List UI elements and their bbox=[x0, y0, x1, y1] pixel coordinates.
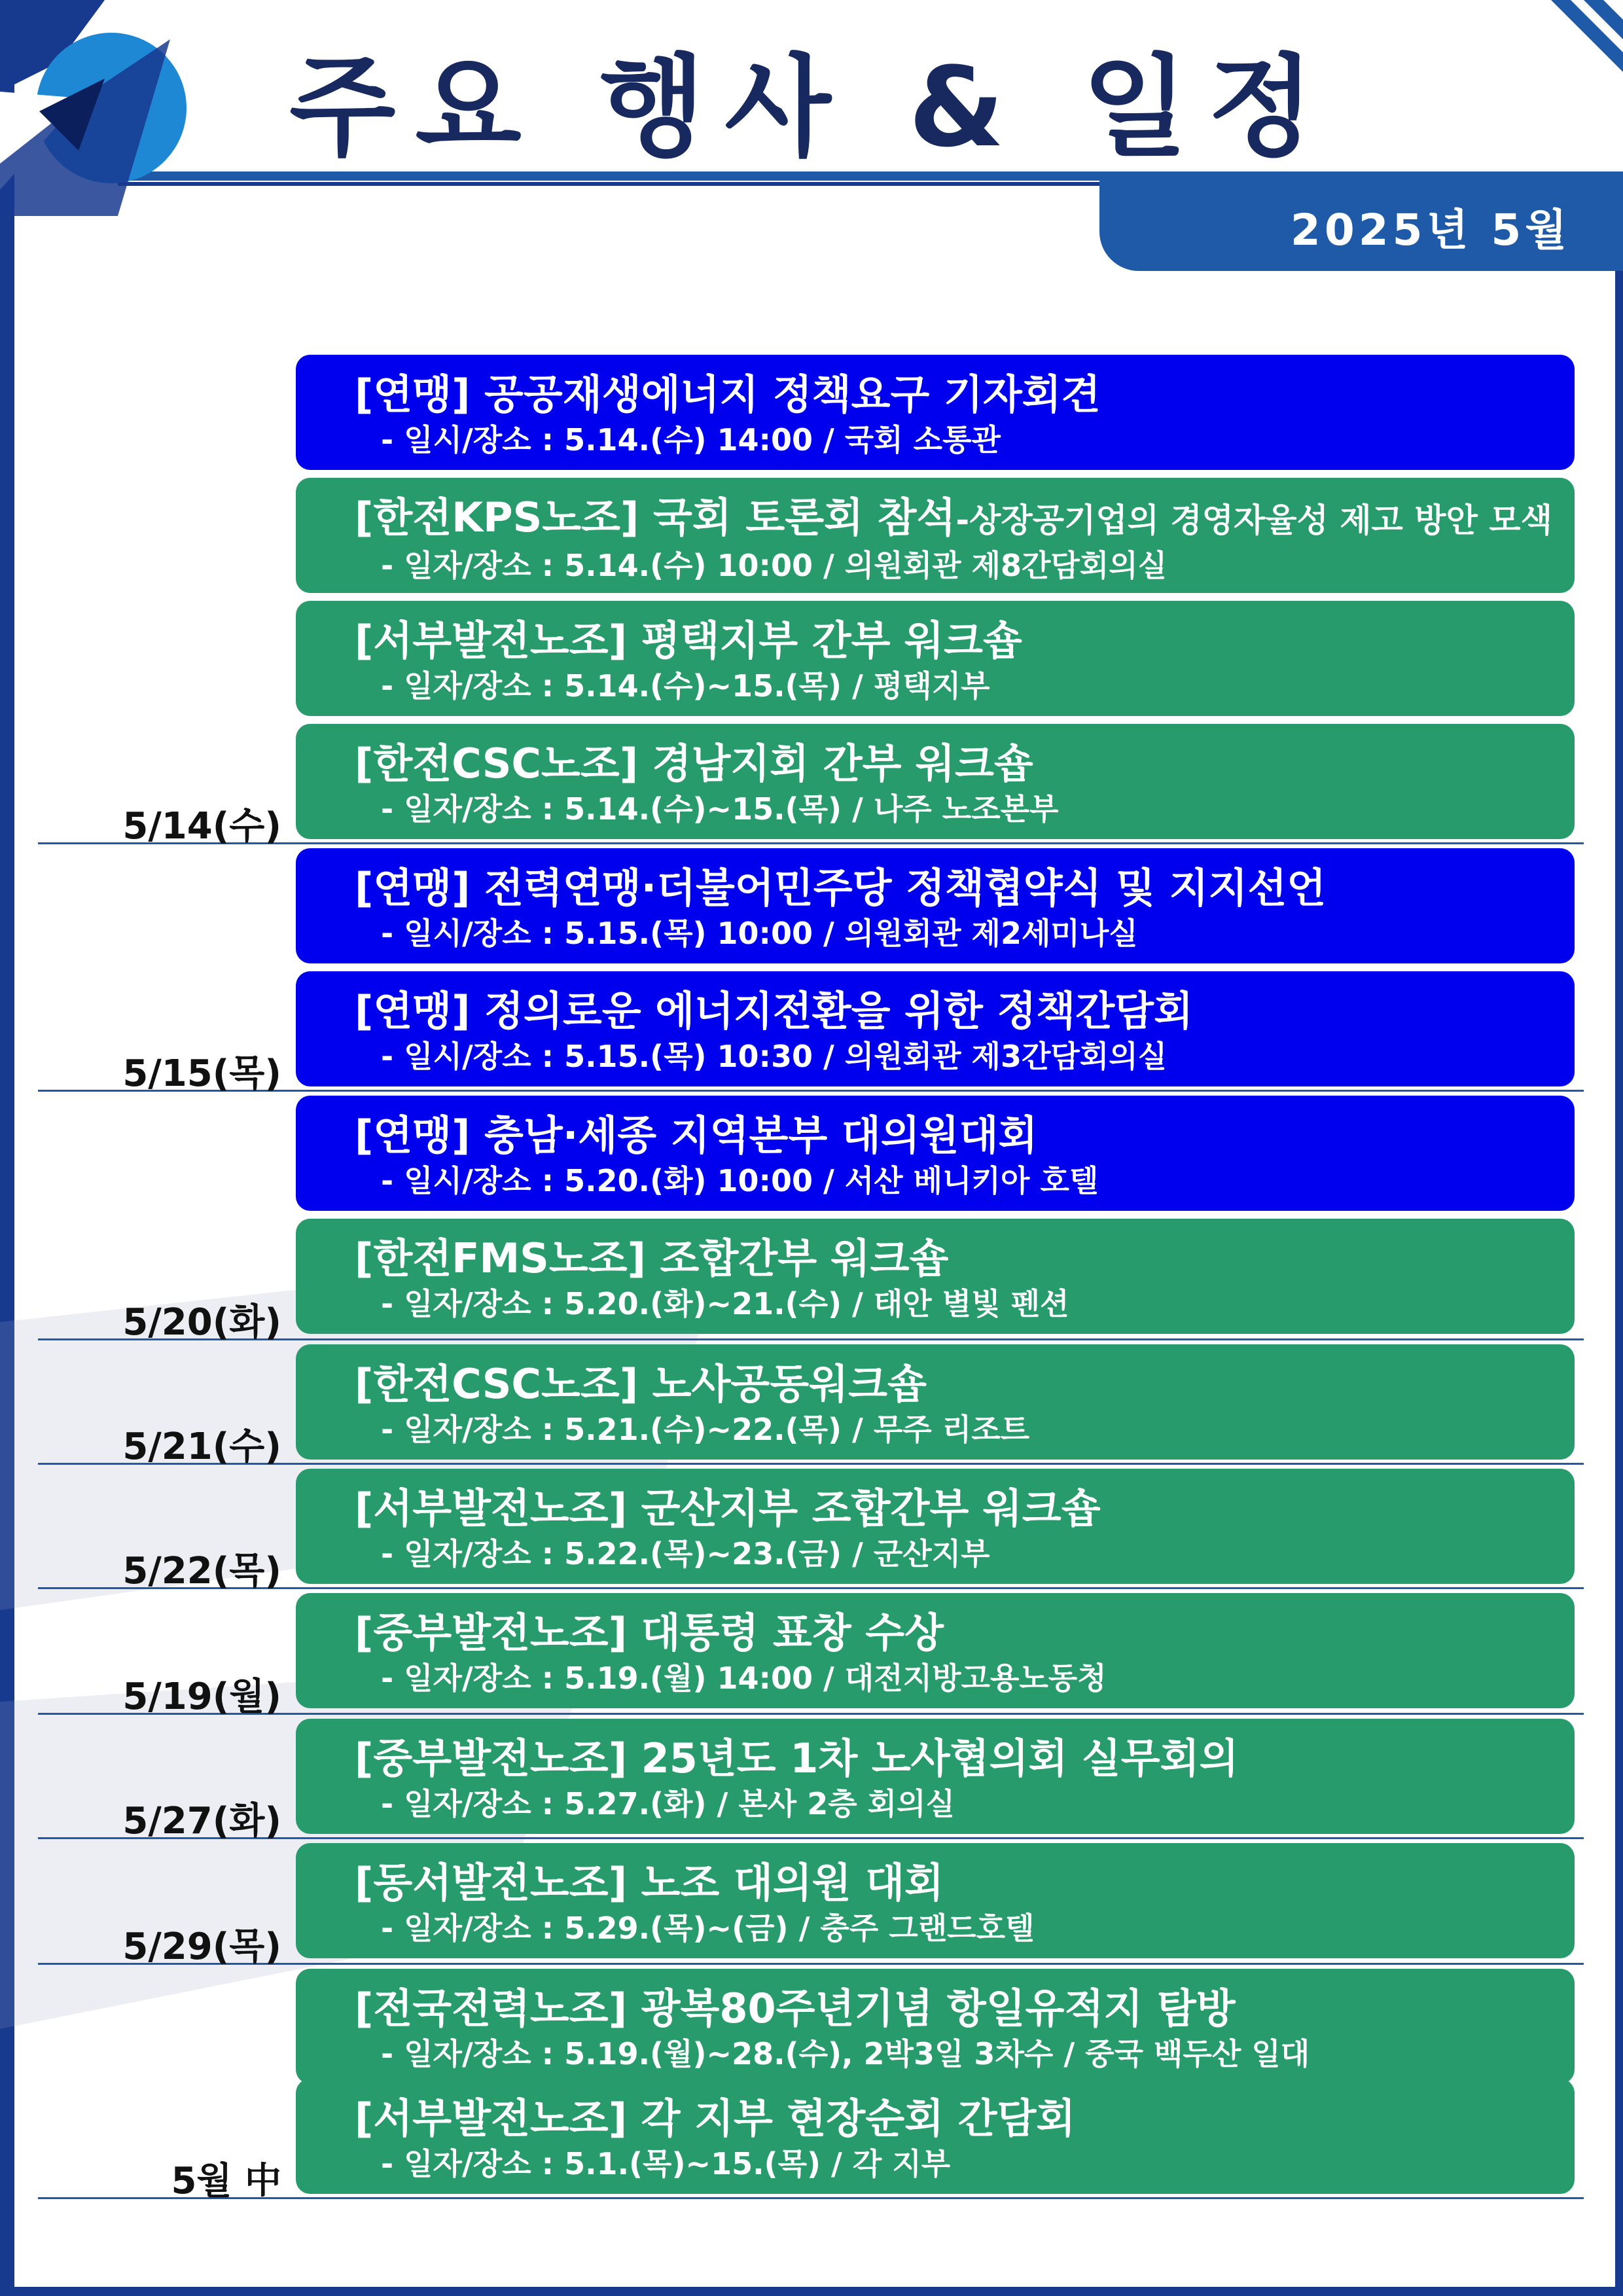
date-label: 5/19(월) bbox=[122, 1676, 281, 1718]
frame-right-border bbox=[1615, 196, 1623, 2296]
event-detail: - 일시/장소 : 5.14.(수) 14:00 / 국회 소통관 bbox=[381, 422, 1001, 457]
event-card bbox=[296, 601, 1575, 716]
date-label: 5/20(화) bbox=[122, 1301, 281, 1344]
date-label: 5/14(수) bbox=[122, 805, 281, 848]
event-title: [한전CSC노조] 경남지회 간부 워크숍 bbox=[355, 740, 1033, 787]
period-badge bbox=[1099, 171, 1623, 271]
event-title: [전국전력노조] 광복80주년기념 항일유적지 탐방 bbox=[355, 1984, 1236, 2032]
event-detail: - 일자/장소 : 5.19.(월) 14:00 / 대전지방고용노동청 bbox=[381, 1660, 1107, 1696]
event-detail: - 일자/장소 : 5.20.(화)~21.(수) / 태안 별빛 펜션 bbox=[381, 1286, 1069, 1321]
event-card bbox=[296, 1219, 1575, 1334]
event-title: [중부발전노조] 25년도 1차 노사협의회 실무회의 bbox=[355, 1734, 1239, 1782]
event-title: [연맹] 전력연맹·더불어민주당 정책협약식 및 지지선언 bbox=[355, 864, 1327, 912]
event-card bbox=[296, 1593, 1575, 1708]
frame-bottom-border bbox=[0, 2287, 1623, 2296]
event-card bbox=[296, 355, 1575, 470]
event-card bbox=[296, 2079, 1575, 2194]
event-detail: - 일자/장소 : 5.14.(수)~15.(목) / 평택지부 bbox=[381, 668, 990, 704]
event-title: [연맹] 공공재생에너지 정책요구 기자회견 bbox=[355, 370, 1101, 418]
event-detail: - 일시/장소 : 5.20.(화) 10:00 / 서산 베니키아 호텔 bbox=[381, 1163, 1099, 1198]
event-card bbox=[296, 1096, 1575, 1211]
event-card bbox=[296, 1719, 1575, 1834]
event-title: [동서발전노조] 노조 대의원 대회 bbox=[355, 1859, 944, 1907]
event-title: [연맹] 정의로운 에너지전환을 위한 정책간담회 bbox=[355, 987, 1193, 1035]
event-title: [서부발전노조] 군산지부 조합간부 워크숍 bbox=[355, 1484, 1101, 1532]
event-detail: - 일자/장소 : 5.29.(목)~(금) / 충주 그랜드호텔 bbox=[381, 1910, 1035, 1946]
date-label: 5/27(화) bbox=[122, 1800, 281, 1842]
event-title-main: [한전KPS노조] 국회 토론회 참석 bbox=[355, 493, 956, 541]
date-label: 5/21(수) bbox=[122, 1426, 281, 1468]
event-card bbox=[296, 478, 1575, 593]
header-rule-dark bbox=[118, 182, 1113, 186]
event-detail: - 일시/장소 : 5.15.(목) 10:00 / 의원회관 제2세미나실 bbox=[381, 916, 1138, 951]
event-title: [연맹] 충남·세종 지역본부 대의원대회 bbox=[355, 1111, 1038, 1159]
event-detail: - 일시/장소 : 5.15.(목) 10:30 / 의원회관 제3간담회의실 bbox=[381, 1039, 1168, 1074]
event-card bbox=[296, 1344, 1575, 1460]
event-title: [한전FMS노조] 조합간부 워크숍 bbox=[355, 1234, 949, 1282]
date-label: 5/15(목) bbox=[122, 1052, 281, 1095]
event-title: [서부발전노조] 평택지부 간부 워크숍 bbox=[355, 617, 1022, 664]
event-detail: - 일자/장소 : 5.14.(수)~15.(목) / 나주 노조본부 bbox=[381, 791, 1059, 827]
event-card bbox=[296, 1843, 1575, 1958]
event-detail: - 일자/장소 : 5.19.(월)~28.(수), 2박3일 3차수 / 중국 백두산 일대 bbox=[381, 2036, 1310, 2072]
event-title: [한전CSC노조] 노사공동워크숍 bbox=[355, 1360, 927, 1408]
event-title: [중부발전노조] 대통령 표창 수상 bbox=[355, 1609, 944, 1657]
date-label: 5/22(목) bbox=[122, 1550, 281, 1592]
event-detail: - 일자/장소 : 5.22.(목)~23.(금) / 군산지부 bbox=[381, 1536, 990, 1571]
event-detail: - 일자/장소 : 5.1.(목)~15.(목) / 각 지부 bbox=[381, 2146, 951, 2181]
event-title: [서부발전노조] 각 지부 현장순회 간담회 bbox=[355, 2094, 1076, 2142]
date-label: 5/29(목) bbox=[122, 1926, 281, 1968]
event-card bbox=[296, 971, 1575, 1086]
event-title bbox=[355, 492, 1575, 546]
event-card bbox=[296, 1969, 1575, 2084]
event-card bbox=[296, 724, 1575, 839]
event-title-sub: -상장공기업의 경영자율성 제고 방안 모색 bbox=[955, 501, 1552, 539]
event-detail: - 일자/장소 : 5.21.(수)~22.(목) / 무주 리조트 bbox=[381, 1412, 1030, 1447]
date-label: 5월 中 bbox=[171, 2160, 281, 2202]
page-title: 주요 행사 & 일정 bbox=[289, 43, 1334, 171]
event-detail: - 일자/장소 : 5.14.(수) 10:00 / 의원회관 제8간담회의실 bbox=[381, 548, 1168, 583]
event-detail: - 일자/장소 : 5.27.(화) / 본사 2층 회의실 bbox=[381, 1786, 955, 1821]
period-label: 2025년 5월 bbox=[1290, 205, 1571, 255]
event-card bbox=[296, 1469, 1575, 1584]
event-card bbox=[296, 848, 1575, 963]
